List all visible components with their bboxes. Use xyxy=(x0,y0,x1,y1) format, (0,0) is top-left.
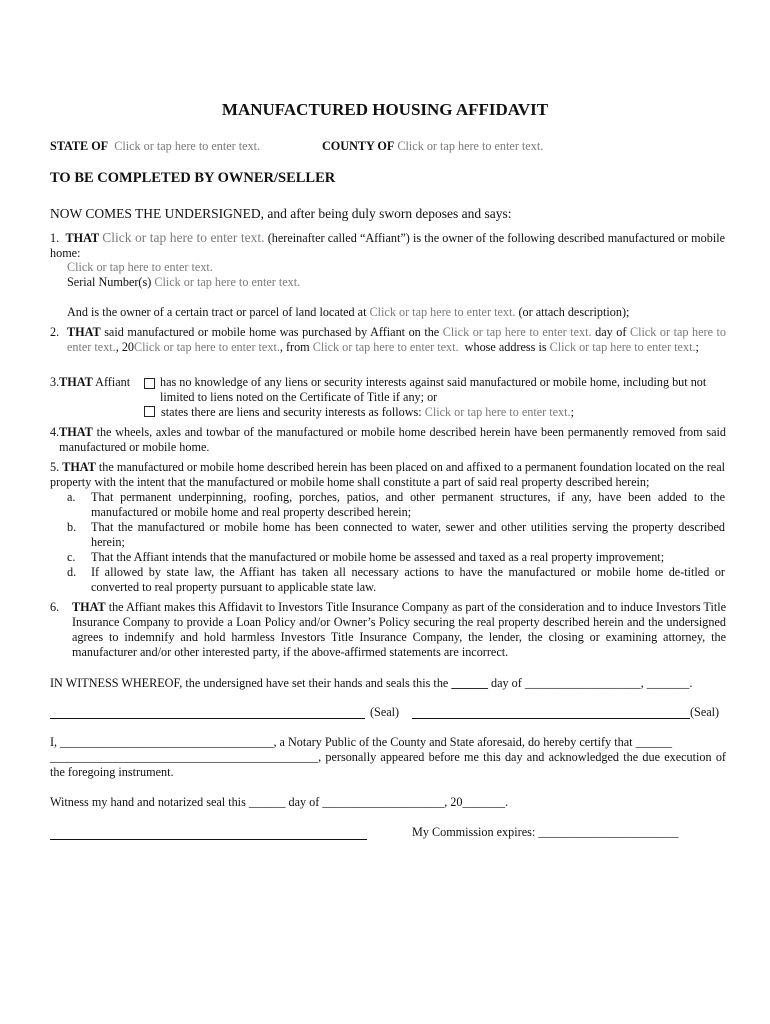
liens-exist-checkbox[interactable] xyxy=(144,406,155,417)
county-row xyxy=(322,139,543,154)
serial-field[interactable]: Click or tap here to enter text. xyxy=(154,275,301,289)
signature-line-left[interactable] xyxy=(50,718,365,719)
notary-that-blank[interactable]: ______ xyxy=(635,735,673,749)
p5-item-c-text: That the Affiant intends that the manufactured or mobile home be assessed and taxed as a real property improvement; xyxy=(91,550,665,564)
p2-text-b: day of xyxy=(595,325,627,339)
p4-text: the wheels, axles and towbar of the manufactured or mobile home described herein have been permanently removed from said manufactured or mobile home. xyxy=(59,425,726,454)
section-heading: TO BE COMPLETED BY OWNER/SELLER xyxy=(50,170,336,186)
p3-affiant: Affiant xyxy=(95,375,131,389)
paragraph-3-lead xyxy=(50,375,130,390)
liens-exist-text: states there are liens and security interests as follows: xyxy=(161,405,422,419)
commission-blank[interactable]: _______________________ xyxy=(538,825,679,839)
p4-number: 4. xyxy=(50,425,60,439)
purchase-year-field[interactable]: Click or tap here to enter text. xyxy=(134,340,280,354)
paragraph-6 xyxy=(50,600,726,660)
purchase-day-field[interactable]: Click or tap here to enter text. xyxy=(442,325,592,339)
land-text-end: (or attach description); xyxy=(518,305,630,319)
p4-that: THAT xyxy=(59,425,93,439)
notary-i: I, xyxy=(50,735,58,749)
p5-list xyxy=(67,490,725,595)
paragraph-1 xyxy=(50,230,725,261)
p3-opt2-end: ; xyxy=(570,405,574,419)
list-item xyxy=(67,520,725,550)
notarized-month-blank[interactable]: ____________________ xyxy=(322,795,445,809)
p5-item-d-letter: d. xyxy=(67,565,77,579)
p5-text: the manufactured or mobile home described herein has been placed on and affixed to a permanent foundation located on the real property with the intent that the manufactured or mobile home shall constitute a part of said real property described herein; xyxy=(50,460,725,489)
witness-text-a: IN WITNESS WHEREOF, the undersigned have set their hands and seals this the xyxy=(50,676,449,690)
seal-left-label: (Seal) xyxy=(370,705,400,719)
witness-text-b: day of xyxy=(490,676,522,690)
p2-text-f: ; xyxy=(695,340,699,354)
p5-item-b-text: That the manufactured or mobile home has been connected to water, sewer and other utilities serving the property described herein; xyxy=(91,520,725,549)
intro-text: NOW COMES THE UNDERSIGNED, and after being duly sworn deposes and says: xyxy=(50,206,512,221)
notary-person-blank[interactable]: ____________________________________________ xyxy=(50,750,319,764)
p6-that: THAT xyxy=(72,600,106,614)
seller-name-field[interactable]: Click or tap here to enter text. xyxy=(312,340,459,354)
p5-item-d-text: If allowed by state law, the Affiant has taken all necessary actions to have the manufactured or mobile home de-titled or converted to real property pursuant to applicable state law. xyxy=(91,565,725,594)
p2-text-e: whose address is xyxy=(464,340,547,354)
no-liens-text: has no knowledge of any liens or security interests against said manufactured or mobile home, including but not limited to liens noted on the Certificate of Title if any; or xyxy=(160,375,707,404)
p5-item-a-letter: a. xyxy=(67,490,76,504)
p3-number: 3. xyxy=(50,375,60,389)
witness-day-blank[interactable]: ______ xyxy=(451,676,488,690)
purchase-month-field[interactable]: Click or tap here to enter text. xyxy=(67,325,727,354)
p2-that: THAT xyxy=(67,325,101,339)
signature-line-right[interactable] xyxy=(412,718,690,719)
p2-text-d: , from xyxy=(279,340,310,354)
no-liens-checkbox[interactable] xyxy=(144,378,155,389)
witness-end: . xyxy=(689,676,693,690)
p1-number: 1. xyxy=(50,231,60,245)
affiant-name-field[interactable]: Click or tap here to enter text. xyxy=(102,230,265,245)
paragraph-5 xyxy=(50,460,725,490)
p5-that: THAT xyxy=(62,460,96,474)
notary-text-b: , personally appeared before me this day and acknowledged the due execution of the foregoing instrument. xyxy=(50,750,726,779)
p5-item-c-letter: c. xyxy=(67,550,76,564)
notary-text-a: , a Notary Public of the County and State aforesaid, do hereby certify that xyxy=(273,735,633,749)
land-row xyxy=(67,305,629,320)
witness-line xyxy=(50,676,692,691)
serial-row xyxy=(67,275,300,290)
notary-signature-line[interactable] xyxy=(50,839,367,840)
paragraph-2 xyxy=(50,325,726,355)
p3-option-2 xyxy=(144,405,574,420)
document-title: MANUFACTURED HOUSING AFFIDAVIT xyxy=(221,100,549,119)
p6-text: the Affiant makes this Affidavit to Investors Title Insurance Company as part of the consideration and to induce Investors Title Insurance Company to provide a Loan Policy and/or Owner’s Policy securing the real property described herein and the undersigned agrees to indemnify and hold harmless Investors Title Insurance Company, the lender, the closing or examining attorney, the manufacturer and/or other interested party, if the above-affirmed statements are incorrect. xyxy=(72,600,727,659)
p1-text: (hereinafter called “Affiant”) is the owner of the following described manufactured or mobile home: xyxy=(50,231,726,260)
paragraph-4 xyxy=(50,425,726,455)
commission-label: My Commission expires: xyxy=(412,825,536,839)
p5-item-b-letter: b. xyxy=(67,520,77,534)
notary-name-blank[interactable]: ___________________________________ xyxy=(60,735,274,749)
serial-label: Serial Number(s) xyxy=(67,275,152,289)
home-description-field[interactable]: Click or tap here to enter text. xyxy=(67,260,213,274)
liens-description-field[interactable]: Click or tap here to enter text. xyxy=(424,405,571,419)
notarized-text-b: day of xyxy=(288,795,320,809)
seller-address-field[interactable]: Click or tap here to enter text. xyxy=(549,340,696,354)
p2-number: 2. xyxy=(50,325,60,339)
p6-number: 6. xyxy=(50,600,60,614)
p2-text-c: , 20 xyxy=(115,340,135,354)
notary-certification xyxy=(50,735,726,780)
land-location-field[interactable]: Click or tap here to enter text. xyxy=(369,305,516,319)
home-description-row xyxy=(67,260,213,275)
state-row xyxy=(50,139,260,154)
p5-item-a-text: That permanent underpinning, roofing, porches, patios, and other permanent structures, if any, have been added to the manufactured or mobile home and real property described herein; xyxy=(91,490,725,519)
commission-row xyxy=(412,825,678,840)
notarized-text-c: , 20 xyxy=(444,795,463,809)
state-field[interactable]: Click or tap here to enter text. xyxy=(114,139,261,153)
notarized-day-blank[interactable]: ______ xyxy=(248,795,286,809)
county-field[interactable]: Click or tap here to enter text. xyxy=(397,139,544,153)
notarized-year-blank[interactable]: _______ xyxy=(462,795,506,809)
p1-that: THAT xyxy=(65,231,100,245)
p2-text-a: said manufactured or mobile home was purchased by Affiant on the xyxy=(104,325,440,339)
county-label: COUNTY OF xyxy=(322,139,395,153)
land-text: And is the owner of a certain tract or parcel of land located at xyxy=(67,305,367,319)
list-item xyxy=(67,565,725,595)
p3-that: THAT xyxy=(59,375,93,389)
state-label: STATE OF xyxy=(50,139,109,153)
p3-option-1 xyxy=(144,375,724,405)
notarized-end: . xyxy=(505,795,509,809)
notarized-text-a: Witness my hand and notarized seal this xyxy=(50,795,246,809)
witness-sep: , xyxy=(640,676,644,690)
notarized-seal-line xyxy=(50,795,508,810)
witness-year-blank[interactable]: _______ xyxy=(646,676,690,690)
list-item xyxy=(67,550,725,565)
witness-month-blank[interactable]: ___________________ xyxy=(524,676,641,690)
seal-right-label: (Seal) xyxy=(690,705,720,719)
list-item xyxy=(67,490,725,520)
p5-number: 5. xyxy=(50,460,60,474)
